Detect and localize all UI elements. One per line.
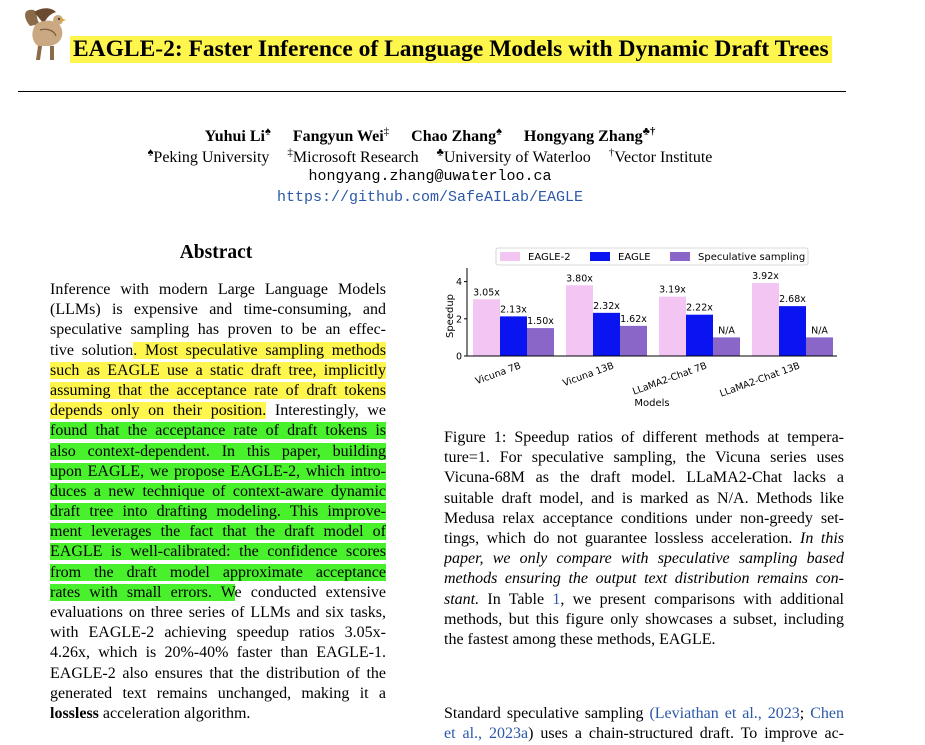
abstract-text: also context-dependent. In this paper, building — [50, 442, 386, 460]
affiliation-mark: ♣ — [436, 147, 444, 159]
caption-line — [444, 468, 844, 488]
caption-line — [444, 509, 844, 529]
caption-text: In this — [799, 529, 844, 547]
abstract-line — [50, 643, 386, 663]
bar — [500, 316, 527, 356]
speedup-bar-chart — [430, 244, 850, 412]
abstract-text: tive solution — [50, 341, 134, 359]
abstract-line — [50, 563, 386, 583]
caption-text: In Table — [479, 590, 553, 608]
y-tick-label: 0 — [455, 351, 462, 363]
caption-text: suitable draft model, and is marked as N/A. Methods like — [444, 489, 844, 507]
affiliation — [148, 149, 270, 166]
abstract-text: with EAGLE-2 achieving speedup ratios 3.05x- — [50, 624, 386, 642]
bar — [713, 337, 740, 356]
abstract-text: rates with small errors. W — [50, 583, 235, 601]
abstract-line — [50, 704, 386, 724]
abstract-text: 4.26x, which is 20%-40% faster than EAGLE-1. — [50, 644, 386, 662]
caption-text: , we present comparisons with additional — [560, 590, 844, 608]
abstract-line — [50, 664, 386, 684]
data-label: 3.80x — [566, 273, 593, 285]
abstract-line — [50, 502, 386, 522]
abstract-line — [50, 583, 386, 603]
legend-swatch — [670, 252, 690, 261]
affiliation-mark: ‡ — [287, 147, 293, 159]
abstract-text: . Most speculative sampling methods — [133, 341, 386, 359]
abstract-text: e conducted extensive — [234, 583, 386, 601]
bar — [473, 299, 500, 356]
para-line — [444, 704, 844, 724]
caption-text: methods ensuring the output text distribution remains con- — [444, 570, 844, 588]
data-label: 2.22x — [686, 302, 713, 314]
legend-swatch — [590, 252, 610, 261]
eagle-llama-logo — [16, 6, 68, 62]
bar — [527, 328, 554, 356]
para-text[interactable]: et al., 2023a — [444, 725, 529, 743]
affiliation-mark: † — [608, 147, 615, 159]
abstract-line — [50, 684, 386, 704]
contact-email[interactable]: hongyang.zhang@uwaterloo.ca — [308, 168, 552, 185]
caption-line — [444, 569, 844, 589]
data-label: 2.68x — [779, 294, 806, 306]
affiliation-mark: ♠ — [147, 147, 154, 159]
abstract-text: depends only on their position. — [50, 402, 267, 420]
author-mark: ‡ — [383, 126, 390, 138]
repo-link[interactable]: https://github.com/SafeAILab/EAGLE — [276, 189, 584, 206]
bar — [659, 297, 686, 356]
category-label: LLaMA2-Chat 7B — [631, 360, 709, 398]
affiliation-list — [0, 147, 860, 167]
para-text: Standard speculative sampling — [444, 705, 650, 722]
paper-title: EAGLE-2: Faster Inference of Language Models with Dynamic Draft Trees — [70, 36, 832, 63]
abstract-line — [50, 442, 386, 462]
bar — [806, 337, 833, 356]
abstract-text: upon EAGLE, we propose EAGLE-2, which intro- — [50, 462, 386, 480]
body-paragraph — [444, 704, 844, 744]
abstract-text: ment leverages the fact that the draft model of — [50, 523, 386, 541]
bar — [779, 306, 806, 356]
figure-caption — [444, 428, 844, 650]
caption-text: Figure 1: Speedup ratios of different methods at tempera- — [444, 429, 844, 446]
abstract-line — [50, 341, 386, 361]
para-line — [444, 724, 844, 744]
abstract-line — [50, 320, 386, 340]
data-label: 2.32x — [593, 300, 620, 312]
author — [293, 128, 389, 145]
author — [411, 128, 502, 145]
category-label: Vicuna 7B — [474, 360, 523, 388]
abstract-text: evaluations on three series of LLMs and six tasks, — [50, 604, 386, 621]
data-label: 3.92x — [752, 271, 779, 283]
x-axis-label: Models — [634, 398, 670, 409]
caption-text: methods, but this figure only showcases a subset, including — [444, 610, 844, 628]
abstract-line — [50, 280, 386, 300]
affiliation — [437, 149, 591, 166]
abstract-line — [50, 522, 386, 542]
author — [205, 128, 271, 145]
author-mark: ♣† — [642, 126, 656, 138]
y-axis-label: Speedup — [445, 293, 456, 339]
author-name: Chao Zhang — [411, 128, 497, 146]
legend-swatch — [500, 252, 520, 261]
caption-line — [444, 590, 844, 610]
bar — [566, 285, 593, 356]
caption-line — [444, 428, 844, 448]
author-name: Fangyun Wei — [292, 128, 384, 146]
data-label: 1.62x — [620, 313, 647, 325]
data-label: N/A — [811, 325, 828, 337]
abstract-text: found that the acceptance rate of draft tokens is — [50, 422, 386, 440]
data-label: 2.13x — [500, 304, 527, 316]
abstract-line — [50, 381, 386, 401]
abstract-line — [50, 401, 386, 421]
abstract-text: generated text remains unchanged, making it a — [50, 684, 386, 702]
caption-text: stant. — [444, 590, 480, 608]
abstract-line — [50, 623, 386, 643]
caption-text: paper, we only compare with speculative sampling based — [444, 550, 844, 568]
abstract-text: speculative sampling has proven to be an effec- — [50, 321, 386, 339]
bar — [593, 313, 620, 356]
y-tick-label: 4 — [455, 277, 462, 289]
abstract-body — [50, 280, 386, 724]
affiliation-name: University of Waterloo — [443, 149, 591, 167]
abstract-line — [50, 603, 386, 623]
caption-line — [444, 610, 844, 630]
caption-line — [444, 549, 844, 569]
abstract-line — [50, 300, 386, 320]
author-mark: ♠ — [264, 126, 271, 138]
data-label: 1.50x — [527, 316, 554, 328]
bar — [686, 315, 713, 356]
affiliation — [609, 149, 713, 166]
data-label: 3.19x — [659, 284, 686, 296]
abstract-line — [50, 421, 386, 441]
legend-label: Speculative sampling — [698, 252, 806, 263]
para-text: ; — [799, 705, 811, 722]
category-label: Vicuna 13B — [561, 360, 616, 390]
abstract-text: EAGLE-2 also ensures that the distribution of the — [50, 664, 386, 682]
affiliation-name: Microsoft Research — [292, 149, 419, 167]
bar — [752, 283, 779, 356]
caption-text: ture=1. For speculative sampling, the Vicuna series uses — [444, 449, 844, 467]
abstract-line — [50, 462, 386, 482]
para-text[interactable]: (Leviathan et al., 2023 — [649, 705, 800, 722]
abstract-line — [50, 482, 386, 502]
bar — [620, 326, 647, 356]
author-mark: ♠ — [496, 126, 502, 138]
abstract-text: assuming that the acceptance rate of draft tokens — [50, 381, 386, 399]
affiliation — [287, 149, 418, 166]
caption-text: Medusa relax acceptance conditions under non-greedy set- — [444, 509, 844, 527]
abstract-line — [50, 361, 386, 381]
affiliation-name: Peking University — [153, 149, 270, 167]
para-text: ) uses a chain-structured draft. To improve ac- — [528, 725, 844, 743]
caption-line — [444, 630, 844, 650]
abstract-text: such as EAGLE use a static draft tree, implicitly — [50, 361, 386, 379]
abstract-text: duces a new technique of context-aware dynamic — [50, 482, 386, 500]
abstract-text: EAGLE is well-calibrated: the confidence scores — [50, 543, 386, 561]
author-name: Hongyang Zhang — [523, 128, 643, 146]
data-label: N/A — [718, 325, 735, 337]
legend-label: EAGLE — [618, 252, 651, 263]
caption-line — [444, 529, 844, 549]
y-tick-label: 2 — [455, 314, 462, 326]
caption-text[interactable]: 1 — [552, 590, 561, 608]
caption-text: Vicuna-68M as the draft model. LLaMA2-Chat lacks a — [444, 469, 844, 487]
abstract-text: from the draft model approximate acceptance — [50, 563, 386, 581]
caption-line — [444, 489, 844, 509]
data-label: 3.05x — [473, 287, 500, 299]
abstract-text: lossless — [50, 704, 99, 722]
abstract-line — [50, 542, 386, 562]
abstract-heading: Abstract — [179, 242, 253, 263]
caption-text: tings, which do not guarantee lossless acceleration. — [444, 529, 800, 547]
abstract-text: Inference with modern Large Language Models — [50, 281, 386, 298]
author-list — [0, 126, 860, 146]
para-text[interactable]: Chen — [810, 705, 844, 722]
title-rule — [18, 91, 846, 92]
legend-label: EAGLE-2 — [528, 252, 571, 263]
abstract-text: (LLMs) is expensive and time-consuming, and — [50, 301, 386, 319]
caption-line — [444, 448, 844, 468]
abstract-text: acceleration algorithm. — [98, 704, 251, 722]
affiliation-name: Vector Institute — [614, 149, 713, 167]
caption-text: the fastest among these methods, EAGLE. — [444, 630, 716, 648]
abstract-text: Interestingly, we — [266, 402, 386, 420]
author — [524, 128, 655, 145]
author-name: Yuhui Li — [204, 128, 265, 146]
category-label: LLaMA2-Chat 13B — [718, 360, 802, 400]
abstract-text: draft tree into drafting modeling. This improve- — [50, 503, 386, 521]
